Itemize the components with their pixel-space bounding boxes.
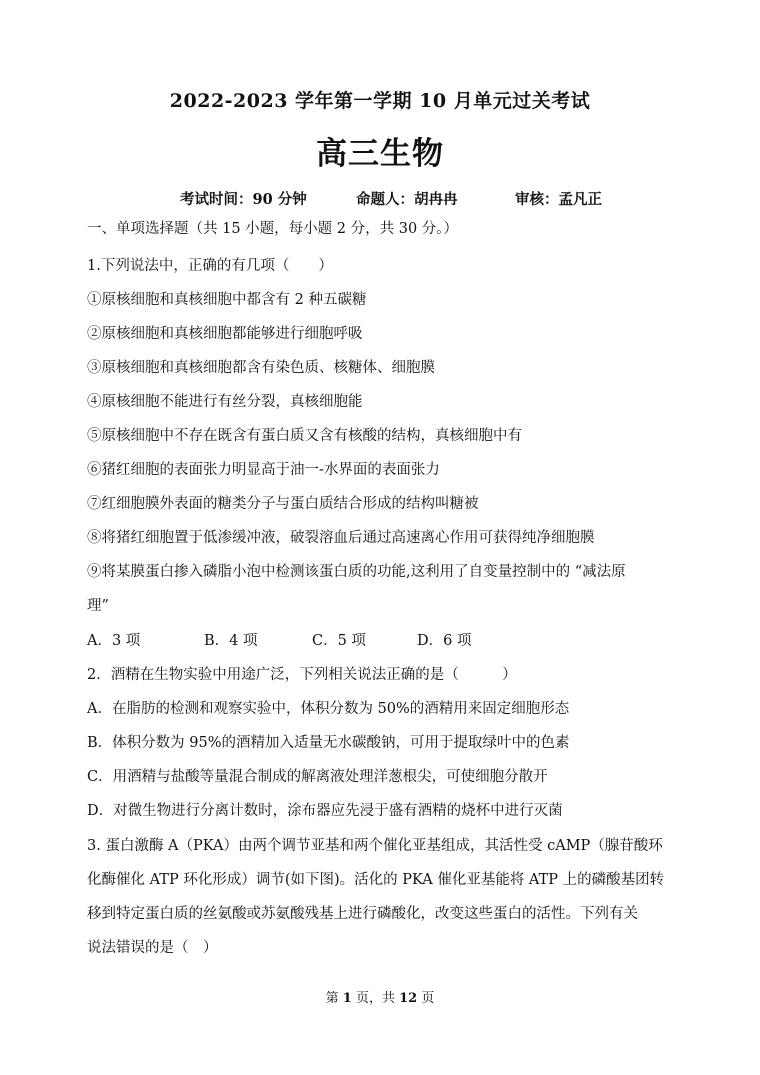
footer-middle: 页，共 — [355, 991, 395, 1006]
question-1-options — [87, 631, 687, 651]
question-1-item: ②原核细胞和真核细胞都能够进行细胞呼吸 — [87, 326, 363, 342]
question-1-item: ⑧将猪红细胞置于低渗缓冲液，破裂溶血后通过高速离心作用可获得纯净细胞膜 — [87, 530, 595, 546]
question-1-item: ⑤原核细胞中不存在既含有蛋白质又含有核酸的结构，真核细胞中有 — [87, 428, 522, 444]
option-c: C．5 项 — [312, 633, 366, 649]
footer-suffix: 页 — [421, 991, 435, 1006]
question-1-stem: 1.下列说法中，正确的有几项（ ） — [87, 258, 333, 274]
question-3-line: 说法错误的是（ ） — [87, 940, 218, 956]
question-1-item: ⑨将某膜蛋白掺入磷脂小泡中检测该蛋白质的功能,这利用了自变量控制中的 “减法原 — [87, 564, 626, 580]
question-1-item: 理” — [87, 598, 109, 614]
question-1-item: ③原核细胞和真核细胞都含有染色质、核糖体、细胞膜 — [87, 360, 435, 376]
exam-author: 命题人：胡冉冉 — [356, 191, 458, 208]
exam-title: 2022-2023 学年第一学期 10 月单元过关考试 — [169, 90, 591, 112]
question-2-option-b: B．体积分数为 95%的酒精加入适量无水碳酸钠，可用于提取绿叶中的色素 — [87, 735, 570, 751]
question-2-option-d: D．对微生物进行分离计数时，涂布器应先浸于盛有酒精的烧杯中进行灭菌 — [87, 803, 563, 819]
option-b: B．4 项 — [204, 633, 258, 649]
question-1-item: ⑦红细胞膜外表面的糖类分子与蛋白质结合形成的结构叫糖被 — [87, 496, 479, 512]
question-3-line: 移到特定蛋白质的丝氨酸或苏氨酸残基上进行磷酸化，改变这些蛋白的活性。下列有关 — [87, 906, 638, 922]
question-1-item: ⑥猪红细胞的表面张力明显高于油一-水界面的表面张力 — [87, 462, 440, 478]
question-1-item: ④原核细胞不能进行有丝分裂，真核细胞能 — [87, 394, 363, 410]
question-1-item: ①原核细胞和真核细胞中都含有 2 种五碳糖 — [87, 292, 367, 308]
page-footer — [0, 987, 760, 1006]
subject-title: 高三生物 — [316, 136, 444, 172]
question-2-option-a: A．在脂肪的检测和观察实验中，体积分数为 50%的酒精用来固定细胞形态 — [87, 701, 570, 717]
footer-total-pages: 12 — [399, 991, 418, 1006]
footer-page-number: 1 — [342, 991, 352, 1006]
exam-time: 考试时间：90 分钟 — [180, 191, 307, 208]
question-2-option-c: C．用酒精与盐酸等量混合制成的解离液处理洋葱根尖，可使细胞分散开 — [87, 769, 548, 785]
question-3-line: 化酶催化 ATP 环化形成）调节(如下图)。活化的 PKA 催化亚基能将 ATP 上的磷酸基团转 — [87, 872, 665, 888]
section-heading: 一、单项选择题（共 15 小题，每小题 2 分，共 30 分。） — [87, 221, 459, 237]
exam-reviewer: 审核：孟凡正 — [515, 191, 602, 208]
question-2-stem: 2．酒精在生物实验中用途广泛，下列相关说法正确的是（ ） — [87, 667, 517, 683]
question-3-line: 3. 蛋白激酶 A（PKA）由两个调节亚基和两个催化亚基组成，其活性受 cAMP（腺苷酸环 — [87, 838, 663, 854]
option-d: D．6 项 — [417, 633, 472, 649]
option-a: A．3 项 — [87, 633, 141, 649]
footer-prefix: 第 — [325, 991, 339, 1006]
